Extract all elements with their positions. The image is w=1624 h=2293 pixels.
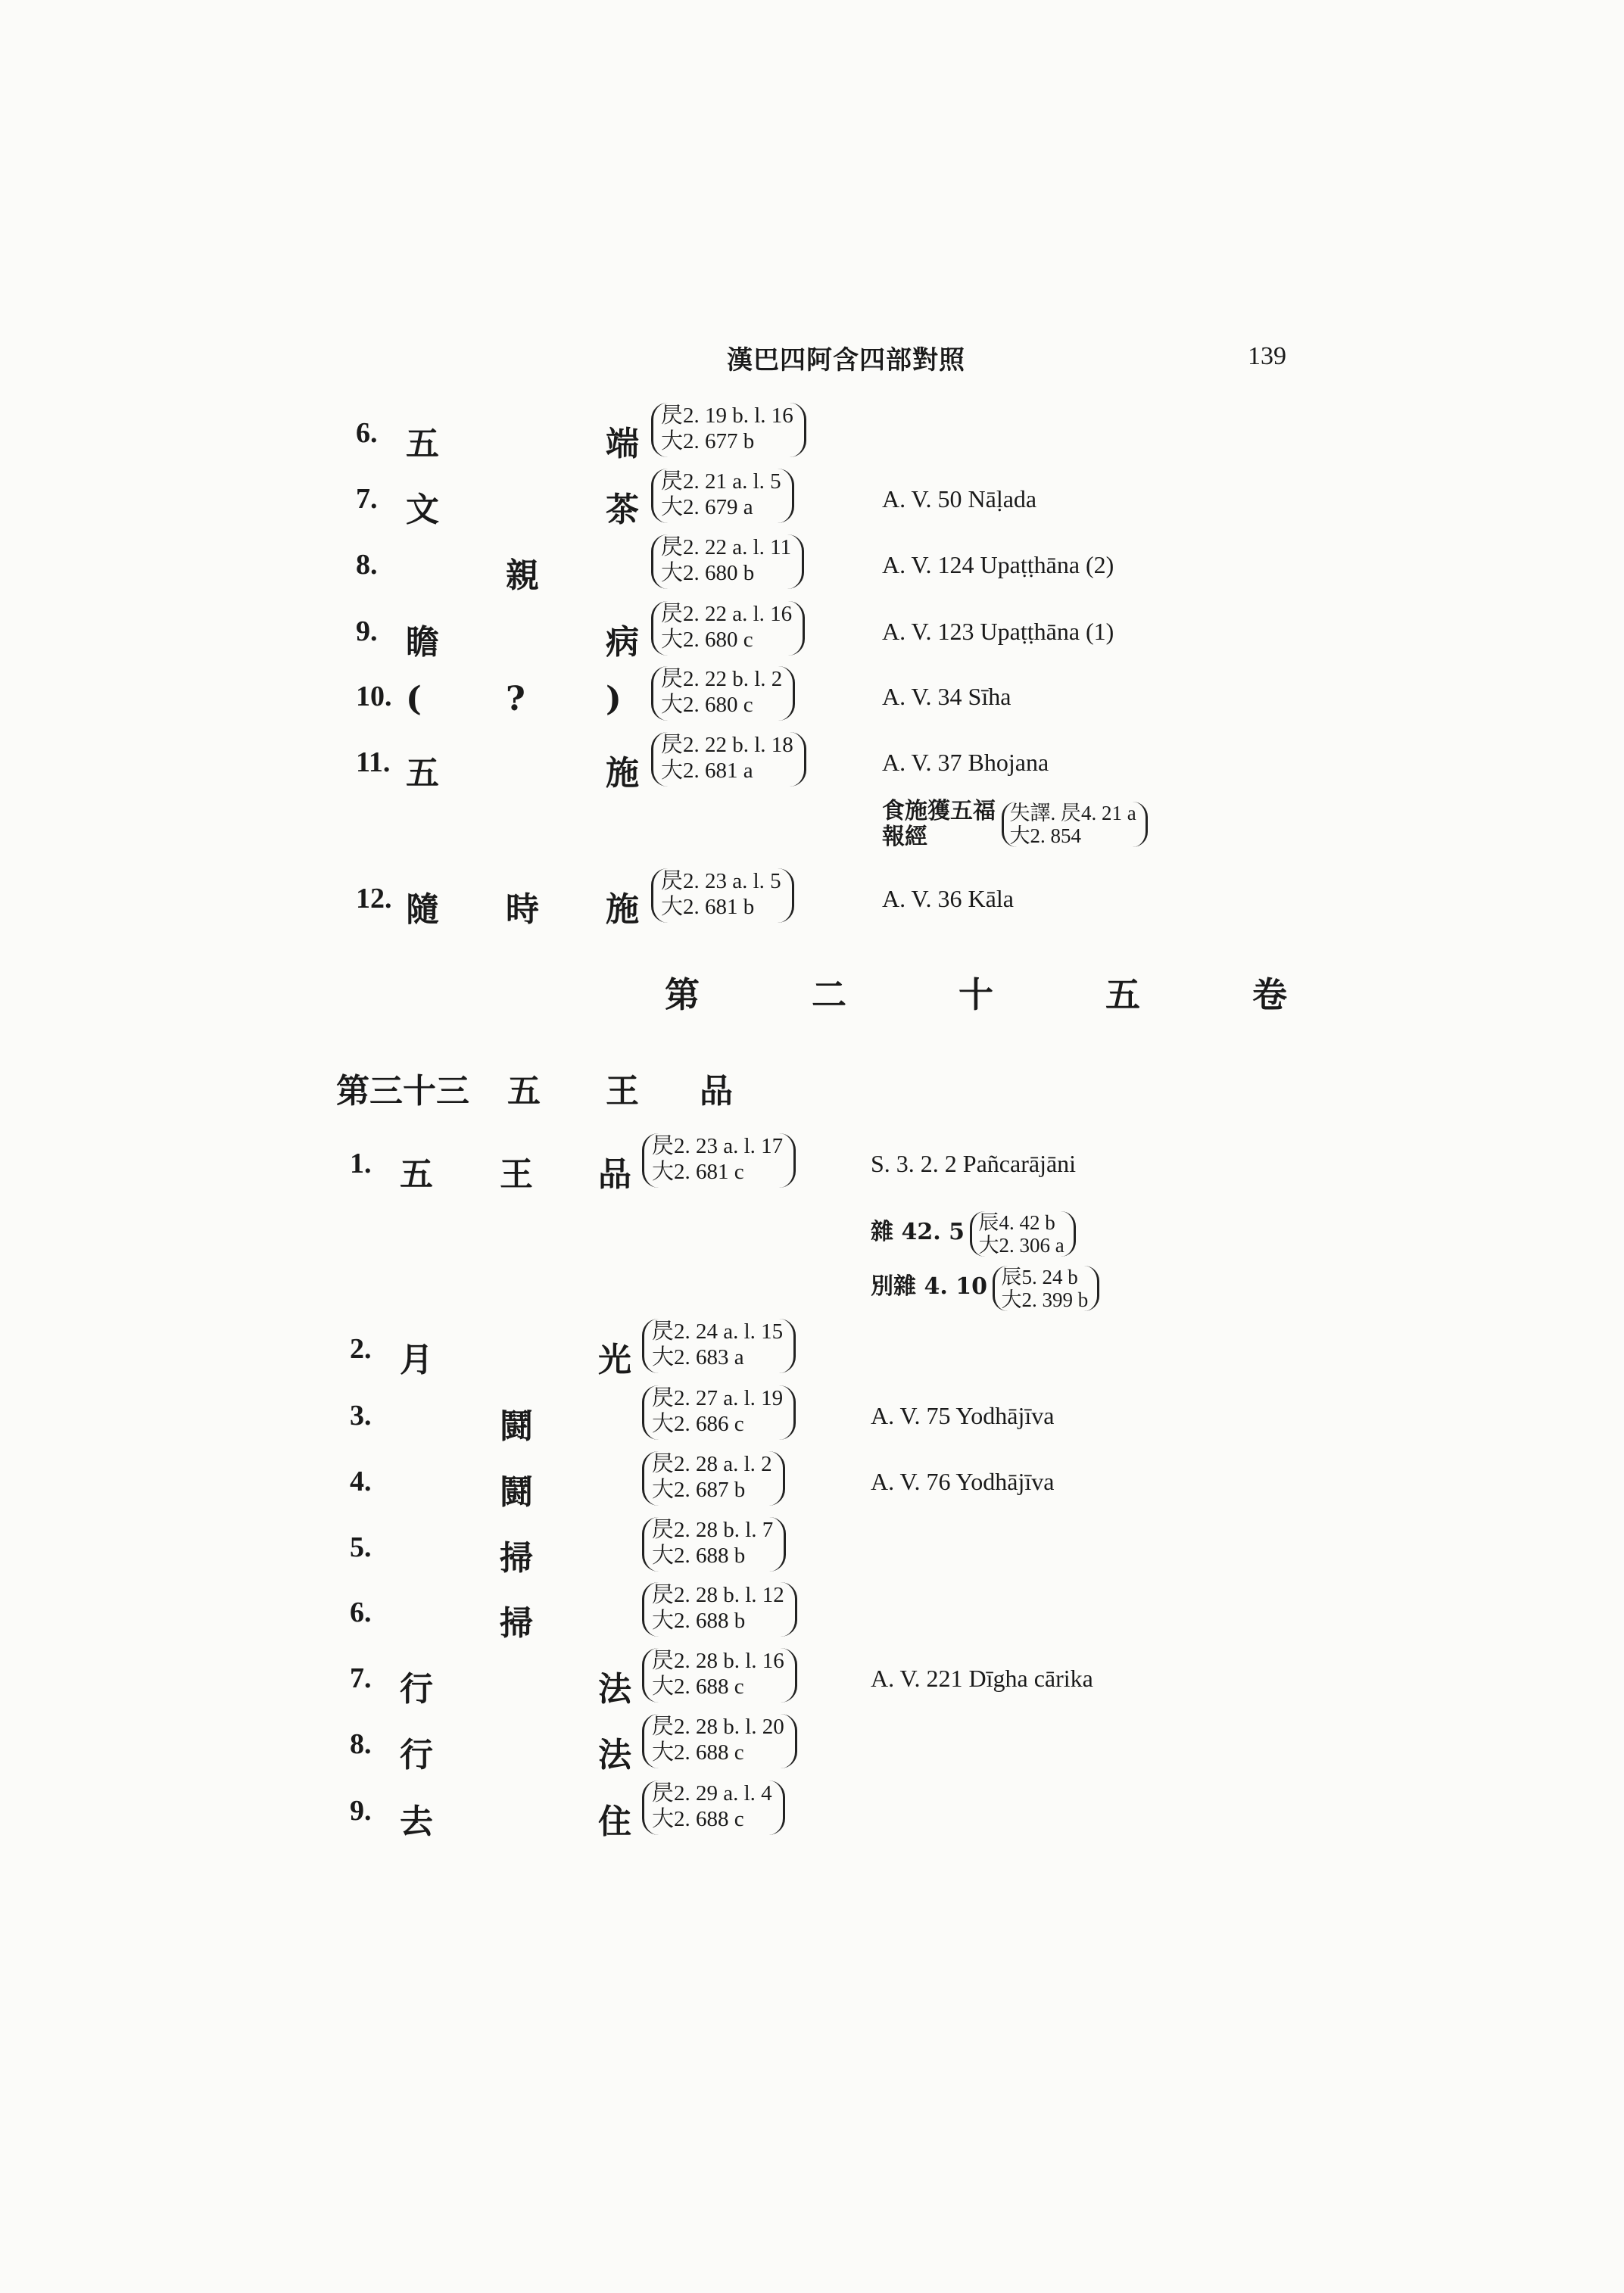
citation-line-1: 昃2. 29 a. l. 4	[652, 1781, 772, 1805]
entry-char-3: 法	[598, 1670, 631, 1709]
table-row	[0, 1518, 1624, 1591]
pali-reference: A. V. 221 Dīgha cārika	[871, 1665, 1093, 1692]
page-header-title: 漢巴四阿含四部對照	[727, 345, 965, 375]
table-row	[0, 403, 1624, 477]
citation-line-2: 大2. 683 a	[652, 1345, 744, 1369]
table-row	[0, 667, 1624, 740]
entry-number: 4.	[350, 1466, 372, 1497]
entry-char-1: 五	[400, 1155, 433, 1194]
citation-line-1: 昃2. 22 a. l. 16	[661, 602, 793, 626]
citation-line-1: 昃2. 23 a. l. 5	[661, 869, 781, 893]
extra-ref-1a-label: 雜 42. 5	[871, 1218, 965, 1245]
citation-line-2: 大2. 688 c	[652, 1740, 744, 1765]
chapter-word-3: 品	[700, 1072, 733, 1111]
entry-char-2: 掃	[500, 1539, 533, 1578]
citation-brace	[642, 1781, 785, 1835]
entry-char-3: 住	[598, 1802, 631, 1841]
entry-number: 10.	[356, 681, 392, 712]
entry-number: 8.	[350, 1728, 372, 1760]
extra-ref-1b-b2: 大2. 399 b	[1001, 1288, 1089, 1311]
extra-note-11-b1: 失譯. 昃4. 21 a	[1009, 802, 1136, 824]
entry-char-1: 行	[400, 1670, 433, 1709]
table-row	[0, 869, 1624, 942]
citation-brace	[651, 666, 795, 721]
extra-ref-1b	[871, 1266, 1099, 1311]
citation-line-1: 昃2. 27 a. l. 19	[652, 1386, 784, 1410]
citation-line-2: 大2. 680 b	[661, 561, 755, 585]
entry-char-1: 五	[406, 754, 439, 793]
entry-char-2: 掃	[500, 1604, 533, 1643]
pali-reference: A. V. 76 Yodhājīva	[871, 1468, 1055, 1495]
extra-note-11-brace	[1002, 802, 1148, 847]
extra-ref-1b-brace	[993, 1266, 1099, 1311]
entry-char-1: 瞻	[406, 623, 439, 662]
citation-line-2: 大2. 679 a	[661, 495, 753, 519]
entry-number: 5.	[350, 1531, 372, 1563]
citation-line-2: 大2. 680 c	[661, 693, 753, 717]
entry-number: 8.	[356, 549, 378, 581]
citation-line-1: 昃2. 28 a. l. 2	[652, 1452, 772, 1476]
entry-number: 7.	[356, 483, 378, 515]
extra-note-11-label1: 食施獲五福	[882, 798, 996, 824]
chapter-word-2: 王	[606, 1072, 639, 1111]
entry-number: 2.	[350, 1333, 372, 1365]
entry-char-2: 王	[500, 1155, 533, 1194]
page-number: 139	[1248, 342, 1286, 370]
table-row	[0, 1649, 1624, 1722]
entry-number: 1.	[350, 1148, 372, 1179]
citation-line-2: 大2. 677 b	[661, 429, 755, 453]
table-row	[0, 535, 1624, 609]
citation-brace	[642, 1319, 796, 1373]
entry-char-1: 文	[406, 491, 439, 529]
citation-line-2: 大2. 680 c	[661, 628, 753, 652]
entry-char-2: ?	[506, 680, 525, 718]
extra-note-11-b2: 大2. 854	[1009, 824, 1081, 847]
table-row	[0, 1319, 1624, 1393]
citation-line-2: 大2. 688 b	[652, 1544, 746, 1568]
extra-ref-1a	[871, 1211, 1076, 1257]
entry-char-1: 五	[406, 425, 439, 463]
extra-ref-1a-brace	[970, 1211, 1075, 1257]
entry-char-2: 時	[506, 890, 539, 929]
citation-brace	[651, 403, 806, 457]
entry-char-1: 隨	[406, 890, 439, 929]
citation-line-1: 昃2. 23 a. l. 17	[652, 1134, 784, 1158]
citation-brace	[651, 601, 805, 656]
entry-char-3: 法	[598, 1736, 631, 1774]
table-row	[0, 1715, 1624, 1788]
citation-brace	[651, 534, 804, 589]
citation-line-1: 昃2. 28 b. l. 12	[652, 1583, 784, 1607]
citation-line-2: 大2. 687 b	[652, 1478, 746, 1502]
table-row	[0, 1583, 1624, 1656]
entry-number: 9.	[356, 615, 378, 647]
entry-char-3: 茶	[606, 491, 639, 529]
entry-number: 11.	[356, 746, 391, 778]
entry-number: 3.	[350, 1400, 372, 1432]
table-row	[0, 733, 1624, 806]
citation-line-1: 昃2. 22 b. l. 2	[661, 667, 783, 691]
pali-reference: A. V. 124 Upaṭṭhāna (2)	[882, 551, 1114, 578]
entry-char-3: 施	[606, 754, 639, 793]
citation-line-2: 大2. 681 c	[652, 1160, 744, 1184]
citation-line-2: 大2. 688 b	[652, 1609, 746, 1633]
citation-line-2: 大2. 681 b	[661, 895, 755, 919]
pali-reference: A. V. 34 Sīha	[882, 683, 1011, 710]
pali-reference: A. V. 37 Bhojana	[882, 749, 1049, 776]
pali-reference: A. V. 50 Nāḷada	[882, 485, 1037, 512]
pali-reference: A. V. 36 Kāla	[882, 885, 1014, 912]
citation-line-1: 昃2. 28 b. l. 16	[652, 1649, 784, 1673]
entry-char-3: 施	[606, 890, 639, 929]
entry-char-1: 月	[400, 1341, 433, 1379]
pali-reference: A. V. 75 Yodhājīva	[871, 1402, 1055, 1429]
entry-char-3: 光	[598, 1341, 631, 1379]
extra-ref-1a-b2: 大2. 306 a	[978, 1234, 1064, 1257]
citation-line-1: 昃2. 28 b. l. 20	[652, 1715, 784, 1739]
citation-line-1: 昃2. 22 b. l. 18	[661, 733, 793, 757]
extra-ref-1a-b1: 辰4. 42 b	[978, 1211, 1055, 1234]
table-row	[0, 602, 1624, 675]
volume-title: 第 二 十 五 卷	[665, 974, 1323, 1015]
citation-brace	[642, 1133, 796, 1188]
entry-number: 6.	[350, 1597, 372, 1628]
pali-reference: A. V. 123 Upaṭṭhāna (1)	[882, 618, 1114, 645]
citation-line-1: 昃2. 24 a. l. 15	[652, 1319, 784, 1344]
citation-brace	[642, 1451, 785, 1506]
citation-line-2: 大2. 688 c	[652, 1807, 744, 1831]
entry-char-1: 行	[400, 1736, 433, 1774]
citation-line-1: 昃2. 19 b. l. 16	[661, 403, 793, 428]
citation-line-1: 昃2. 22 a. l. 11	[661, 535, 792, 559]
entry-number: 12.	[356, 883, 392, 914]
entry-char-1: (	[406, 680, 422, 718]
entry-char-2: 鬪	[500, 1407, 533, 1446]
entry-char-2: 親	[506, 556, 539, 595]
citation-brace	[642, 1517, 786, 1572]
pali-reference: S. 3. 2. 2 Pañcarājāni	[871, 1150, 1077, 1177]
citation-brace	[642, 1714, 797, 1768]
citation-brace	[651, 732, 806, 787]
table-row	[0, 1452, 1624, 1525]
entry-number: 9.	[350, 1795, 372, 1827]
table-row	[0, 469, 1624, 543]
entry-number: 7.	[350, 1662, 372, 1694]
citation-line-2: 大2. 686 c	[652, 1412, 744, 1436]
citation-line-1: 昃2. 21 a. l. 5	[661, 469, 781, 494]
chapter-number: 第三十三	[336, 1072, 469, 1111]
entry-char-3: )	[606, 680, 622, 718]
table-row	[0, 1781, 1624, 1855]
citation-brace	[642, 1582, 797, 1637]
extra-ref-1b-label: 別雜 4. 10	[871, 1273, 987, 1300]
table-row	[0, 1134, 1624, 1207]
citation-brace	[651, 469, 794, 523]
entry-char-2: 鬪	[500, 1473, 533, 1512]
citation-line-1: 昃2. 28 b. l. 7	[652, 1518, 774, 1542]
entry-char-3: 端	[606, 425, 639, 463]
citation-brace	[642, 1648, 797, 1703]
table-row	[0, 1386, 1624, 1460]
extra-note-11	[882, 799, 1148, 850]
entry-char-3: 品	[598, 1155, 631, 1194]
chapter-word-1: 五	[507, 1072, 541, 1111]
citation-brace	[651, 868, 794, 923]
entry-char-1: 去	[400, 1802, 433, 1841]
citation-line-2: 大2. 681 a	[661, 759, 753, 783]
entry-number: 6.	[356, 417, 378, 449]
citation-brace	[642, 1385, 796, 1440]
entry-char-3: 病	[606, 623, 639, 662]
citation-line-2: 大2. 688 c	[652, 1675, 744, 1699]
extra-note-11-label2: 報經	[882, 824, 927, 850]
extra-ref-1b-b1: 辰5. 24 b	[1001, 1266, 1078, 1288]
